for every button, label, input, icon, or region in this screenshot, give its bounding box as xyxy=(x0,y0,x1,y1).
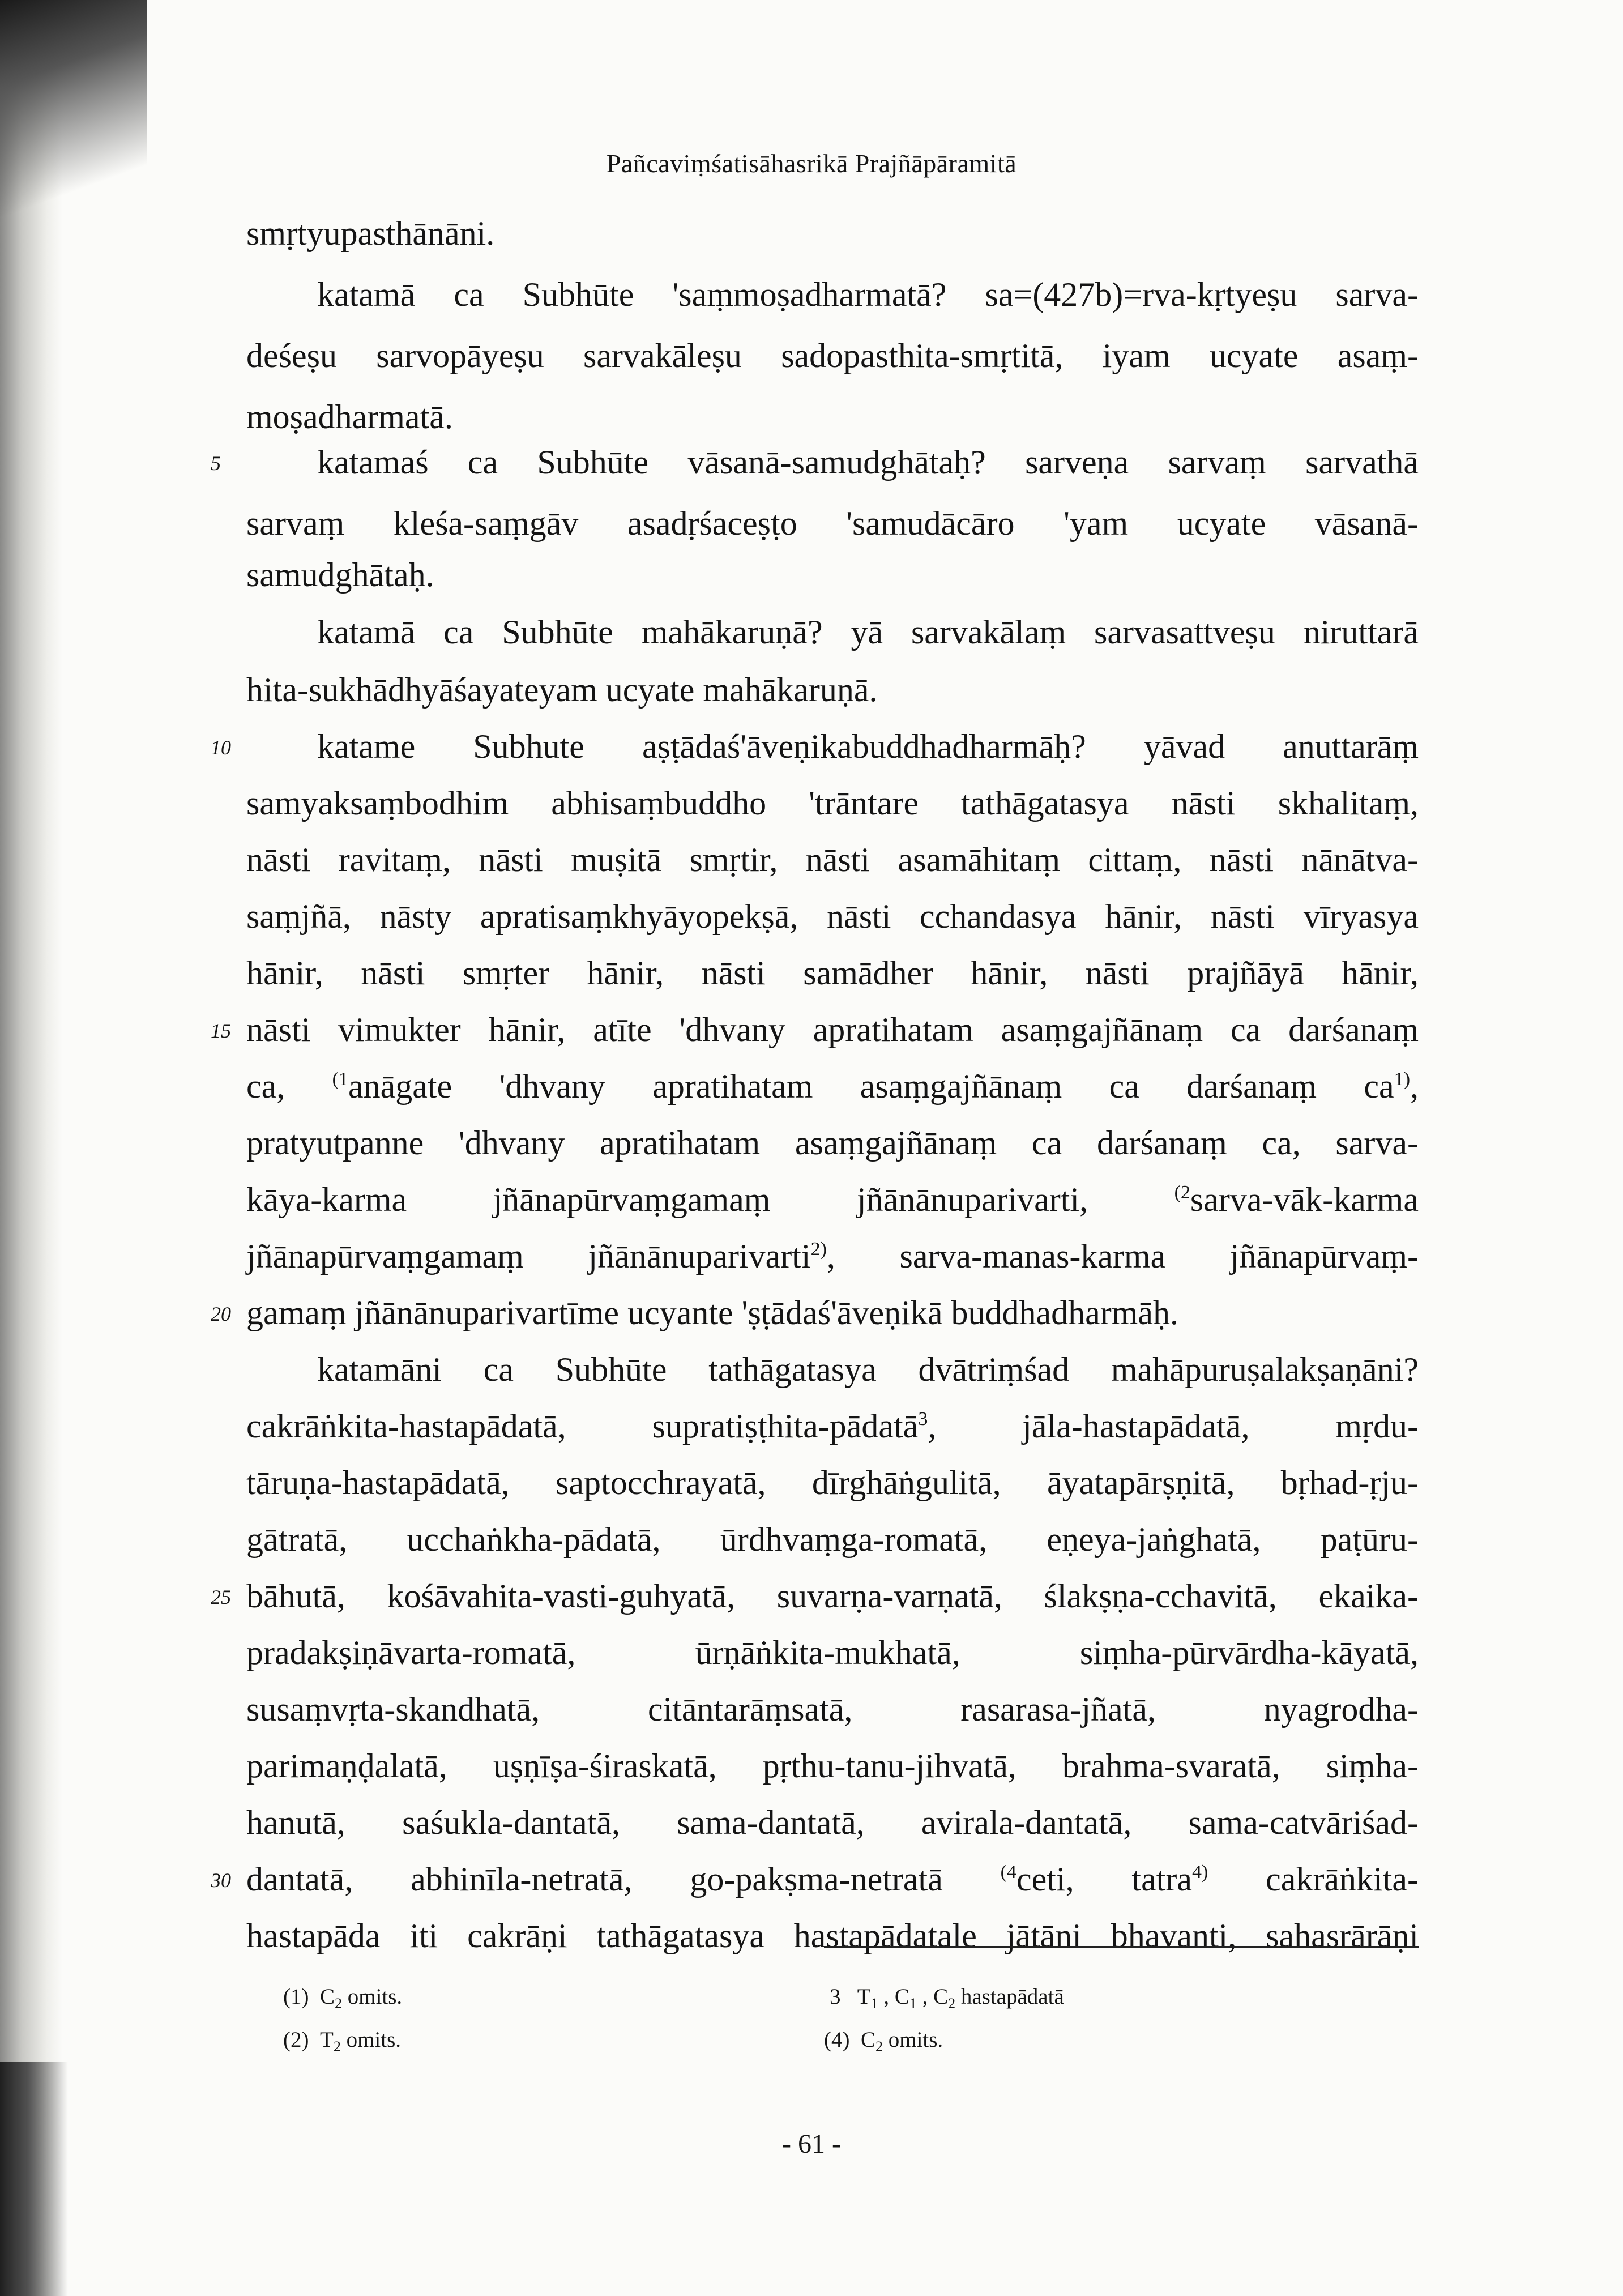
text-line: katamā ca Subhūte mahākaruṇā? yā sarvakālaṃ sarvasattveṣu niruttarā xyxy=(317,613,1419,651)
text-line: hita-sukhādhyāśayateyam ucyate mahākaruṇā. xyxy=(246,671,878,709)
text-line: hānir, nāsti smṛter hānir, nāsti samādher hānir, nāsti prajñāyā hānir, xyxy=(246,954,1419,992)
footnote-rule xyxy=(824,1946,1419,1948)
footnote-1: (1) $C_2$ omits. xyxy=(283,1985,403,2012)
footnote-marker: 1) xyxy=(1394,1069,1411,1090)
line-number: 5 xyxy=(211,452,221,475)
text-line: hastapāda iti cakrāṇi tathāgatasya hastapādatale jātāni bhavanti, sahasrārāṇi xyxy=(246,1917,1419,1954)
footnote-marker: (4 xyxy=(1000,1862,1016,1883)
text-line: gamaṃ jñānānuparivartīme ucyante 'ṣṭādaś'āveṇikā buddhadharmāḥ. xyxy=(246,1294,1178,1331)
text-line: pradakṣiṇāvarta-romatā, ūrṇāṅkita-mukhatā, siṃha-pūrvārdha-kāyatā, xyxy=(246,1634,1419,1671)
text-line: katamā ca Subhūte 'saṃmoṣadharmatā? sa=(427b)=rva-kṛtyeṣu sarva- xyxy=(317,276,1419,313)
text-line: saṃjñā, nāsty apratisaṃkhyāyopekṣā, nāsti cchandasya hānir, nāsti vīryasya xyxy=(246,898,1419,935)
text-line: gātratā, ucchaṅkha-pādatā, ūrdhvaṃga-romatā, eṇeya-jaṅghatā, paṭūru- xyxy=(246,1521,1419,1558)
text-line: sarvaṃ kleśa-saṃgāv asadṛśaceṣṭo 'samudācāro 'yam ucyate vāsanā- xyxy=(246,505,1419,542)
text-line: kāya-karma jñānapūrvaṃgamaṃ jñānānuparivarti, $^{(2}$sarva-vāk-karma xyxy=(246,1181,1419,1218)
text-line: jñānapūrvaṃgamaṃ jñānānuparivarti$^{2)}$, sarva-manas-karma jñānapūrvaṃ- xyxy=(246,1237,1419,1275)
footnote-4: (4) $C_2$ omits. xyxy=(824,2028,943,2055)
footnote-3: 3 $T_1$ , $C_1$ , $C_2$ hastapādatā xyxy=(830,1985,1064,2012)
text-line: samudghātaḥ. xyxy=(246,556,434,594)
text-line: nāsti vimukter hānir, atīte 'dhvany apratihatam asaṃgajñānaṃ ca darśanaṃ xyxy=(246,1011,1419,1048)
text-line: pratyutpanne 'dhvany apratihatam asaṃgajñānaṃ ca darśanaṃ ca, sarva- xyxy=(246,1124,1419,1162)
footnote-marker: (2 xyxy=(1174,1182,1190,1203)
line-number: 25 xyxy=(211,1586,231,1608)
footnote-marker: 4) xyxy=(1192,1862,1208,1883)
text-line: nāsti ravitaṃ, nāsti muṣitā smṛtir, nāsti asamāhitaṃ cittaṃ, nāsti nānātva- xyxy=(246,841,1419,878)
footnote-2: (2) $T_2$ omits. xyxy=(283,2028,401,2055)
text-line: parimaṇḍalatā, uṣṇīṣa-śiraskatā, pṛthu-tanu-jihvatā, brahma-svaratā, siṃha- xyxy=(246,1747,1419,1785)
text-line: cakrāṅkita-hastapādatā, supratiṣṭhita-pādatā$^3$, jāla-hastapādatā, mṛdu- xyxy=(246,1407,1419,1445)
footnote-marker: 3 xyxy=(918,1409,928,1429)
line-number: 15 xyxy=(211,1019,231,1042)
text-line: katame Subhute aṣṭādaś'āveṇikabuddhadharmāḥ? yāvad anuttarāṃ xyxy=(317,728,1419,765)
text-line: tāruṇa-hastapādatā, saptocchrayatā, dīrghāṅgulitā, āyatapārṣṇitā, bṛhad-ṛju- xyxy=(246,1464,1419,1501)
text-line: smṛtyupasthānāni. xyxy=(246,215,495,252)
text-line: susaṃvṛta-skandhatā, citāntarāṃsatā, rasarasa-jñatā, nyagrodha- xyxy=(246,1691,1419,1728)
footnote-marker: (1 xyxy=(332,1069,348,1090)
text-line: samyaksaṃbodhim abhisaṃbuddho 'trāntare tathāgatasya nāsti skhalitaṃ, xyxy=(246,784,1419,822)
text-line: katamaś ca Subhūte vāsanā-samudghātaḥ? sarveṇa sarvaṃ sarvathā xyxy=(317,443,1419,481)
text-line: katamāni ca Subhūte tathāgatasya dvātriṃśad mahāpuruṣalakṣaṇāni? xyxy=(317,1351,1419,1388)
binding-shadow-bottom xyxy=(0,2062,68,2296)
line-number: 20 xyxy=(211,1303,231,1325)
text-line: bāhutā, kośāvahita-vasti-guhyatā, suvarṇa-varṇatā, ślakṣṇa-cchavitā, ekaika- xyxy=(246,1577,1419,1615)
page-number: - 61 - xyxy=(782,2129,841,2159)
text-line: ca, $^{(1}$anāgate 'dhvany apratihatam asaṃgajñānaṃ ca darśanaṃ $ca^{1)}$, xyxy=(246,1068,1419,1105)
footnote-marker: 2) xyxy=(810,1239,827,1260)
line-number: 30 xyxy=(211,1869,231,1892)
binding-shadow-top xyxy=(0,0,147,238)
text-line: deśeṣu sarvopāyeṣu sarvakāleṣu sadopasthita-smṛtitā, iyam ucyate asaṃ- xyxy=(246,337,1419,374)
text-line: dantatā, abhinīla-netratā, go-pakṣma-netratā $^{(4}$ceti, tatra$^{4)}$ cakrāṅkita- xyxy=(246,1860,1419,1898)
running-header: Pañcaviṃśatisāhasrikā Prajñāpāramitā xyxy=(606,149,1017,178)
line-number: 10 xyxy=(211,736,231,759)
text-line: moṣadharmatā. xyxy=(246,398,453,436)
text-line: hanutā, saśukla-dantatā, sama-dantatā, avirala-dantatā, sama-catvāriśad- xyxy=(246,1804,1419,1841)
binding-shadow xyxy=(0,0,62,2296)
